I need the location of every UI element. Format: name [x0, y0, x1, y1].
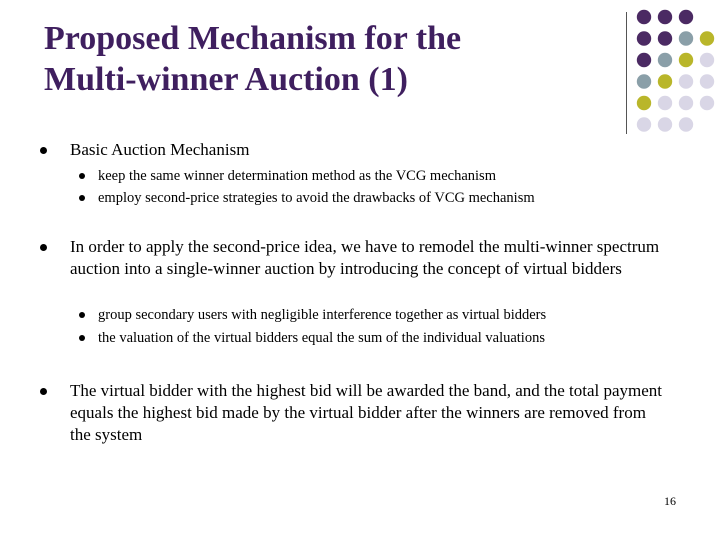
decorative-dot — [679, 53, 693, 67]
sub-bullet-dot — [79, 312, 85, 318]
decorative-dot — [679, 117, 693, 131]
divider-line — [626, 12, 627, 134]
sub-bullet-text: the valuation of the virtual bidders equal the sum of the individual valuations — [98, 330, 545, 346]
decorative-dot — [679, 96, 693, 110]
decorative-dot — [658, 96, 672, 110]
decorative-dot — [700, 31, 714, 45]
bullet-text: Basic Auction Mechanism — [70, 140, 250, 159]
decorative-dot — [637, 74, 651, 88]
sub-bullet-text: employ second-price strategies to avoid the drawbacks of VCG mechanism — [98, 190, 535, 206]
bullet-item — [70, 380, 670, 446]
decorative-dot — [679, 74, 693, 88]
sub-bullet-dot — [79, 195, 85, 201]
title-line-2: Multi-winner Auction (1) — [44, 61, 408, 98]
decorative-dot — [658, 10, 672, 24]
decorative-dot-grid — [636, 9, 720, 144]
sub-bullet-item — [98, 165, 678, 187]
bullet-item — [70, 139, 670, 161]
decorative-dot — [637, 53, 651, 67]
sub-bullet-item — [98, 304, 678, 326]
sub-bullet-item — [98, 187, 678, 209]
decorative-dot — [658, 53, 672, 67]
sub-bullet-dot — [79, 173, 85, 179]
decorative-dot — [658, 117, 672, 131]
bullet-dot — [40, 147, 47, 154]
bullet-text: The virtual bidder with the highest bid will be awarded the band, and the total payment equals the highest bid made by the virtual bidder after the winners are removed from the system — [70, 381, 663, 444]
decorative-dot — [637, 10, 651, 24]
decorative-dot — [637, 31, 651, 45]
bullet-item — [70, 236, 670, 280]
bullet-dot — [40, 244, 47, 251]
decorative-dot — [700, 96, 714, 110]
decorative-dot — [658, 31, 672, 45]
slide-title — [44, 18, 604, 100]
decorative-dot — [700, 74, 714, 88]
decorative-dot — [637, 96, 651, 110]
sub-bullet-text: group secondary users with negligible interference together as virtual bidders — [98, 307, 547, 323]
page-number: 16 — [664, 494, 676, 508]
decorative-dot — [658, 74, 672, 88]
decorative-dot — [679, 10, 693, 24]
decorative-dot — [637, 117, 651, 131]
bullet-text: In order to apply the second-price idea, we have to remodel the multi-winner spectrum auction into a single-winner auction by introducing the concept of virtual bidders — [70, 237, 660, 278]
decorative-dot — [679, 31, 693, 45]
decorative-dot — [700, 53, 714, 67]
sub-bullet-text: keep the same winner determination method as the VCG mechanism — [98, 168, 496, 184]
sub-bullet-item — [98, 327, 678, 349]
bullet-dot — [40, 388, 47, 395]
title-line-1: Proposed Mechanism for the — [44, 20, 462, 57]
sub-bullet-dot — [79, 335, 85, 341]
